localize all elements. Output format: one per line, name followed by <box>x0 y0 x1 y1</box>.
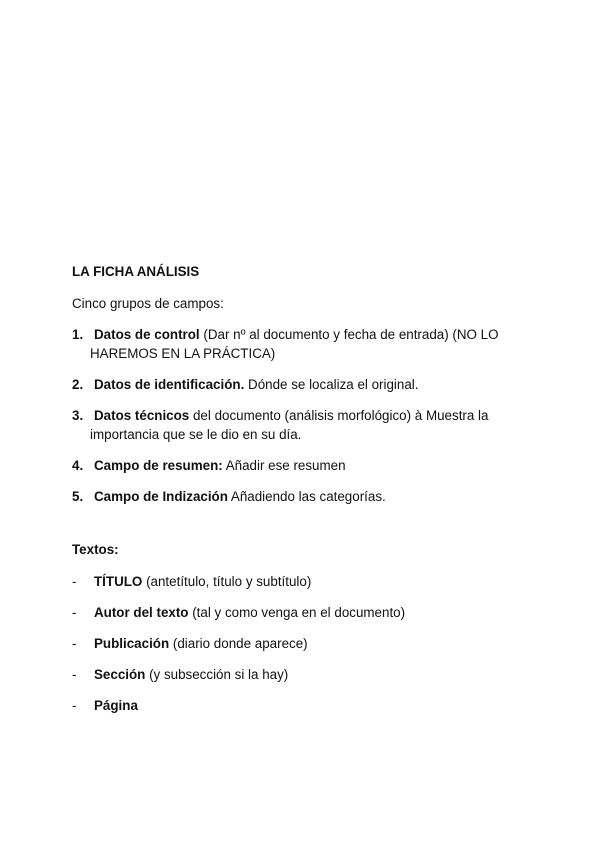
list-dash: - <box>72 605 77 620</box>
list-text: (y subsección si la hay) <box>145 667 289 682</box>
list-term: Datos técnicos <box>94 408 190 423</box>
list-term: Autor del texto <box>94 605 189 620</box>
list-item <box>72 603 542 622</box>
list-text: (antetítulo, título y subtítulo) <box>142 574 312 589</box>
list-dash: - <box>72 636 77 651</box>
list-number: 4. <box>72 458 84 473</box>
list-term: Página <box>94 698 138 713</box>
list-number: 2. <box>72 377 84 392</box>
list-term: Campo de resumen: <box>94 458 223 473</box>
list-item <box>72 406 542 444</box>
field-groups-list <box>72 325 542 506</box>
document-content <box>72 262 542 727</box>
list-term: Datos de control <box>94 327 200 342</box>
list-item <box>72 572 542 591</box>
list-term: Publicación <box>94 636 170 651</box>
list-item <box>72 634 542 653</box>
list-term: TÍTULO <box>94 574 143 589</box>
list-number: 3. <box>72 408 84 423</box>
list-term: Sección <box>94 667 146 682</box>
list-item <box>72 696 542 715</box>
list-item <box>72 456 542 475</box>
list-text: (diario donde aparece) <box>169 636 308 651</box>
list-term: Datos de identificación. <box>94 377 245 392</box>
list-item <box>72 487 542 506</box>
list-text: Añadir ese resumen <box>222 458 346 473</box>
list-text: del documento (análisis morfológico) à Muestra la importancia que se le dio en su día. <box>90 408 489 442</box>
list-text: (Dar nº al documento y fecha de entrada) (NO LO HAREMOS EN LA PRÁCTICA) <box>90 327 499 361</box>
list-text: Dónde se localiza el original. <box>244 377 419 392</box>
list-term: Campo de Indización <box>94 489 228 504</box>
page-title: LA FICHA ANÁLISIS <box>72 264 200 279</box>
texts-list <box>72 572 542 715</box>
list-number: 5. <box>72 489 84 504</box>
list-dash: - <box>72 574 77 589</box>
list-number: 1. <box>72 327 84 342</box>
list-item <box>72 375 542 394</box>
list-dash: - <box>72 698 77 713</box>
list-dash: - <box>72 667 77 682</box>
list-text: (tal y como venga en el documento) <box>188 605 406 620</box>
list-item <box>72 665 542 684</box>
section-title: Textos: <box>72 542 119 557</box>
list-item <box>72 325 542 363</box>
list-text: Añadiendo las categorías. <box>227 489 386 504</box>
intro-text: Cinco grupos de campos: <box>72 296 224 311</box>
